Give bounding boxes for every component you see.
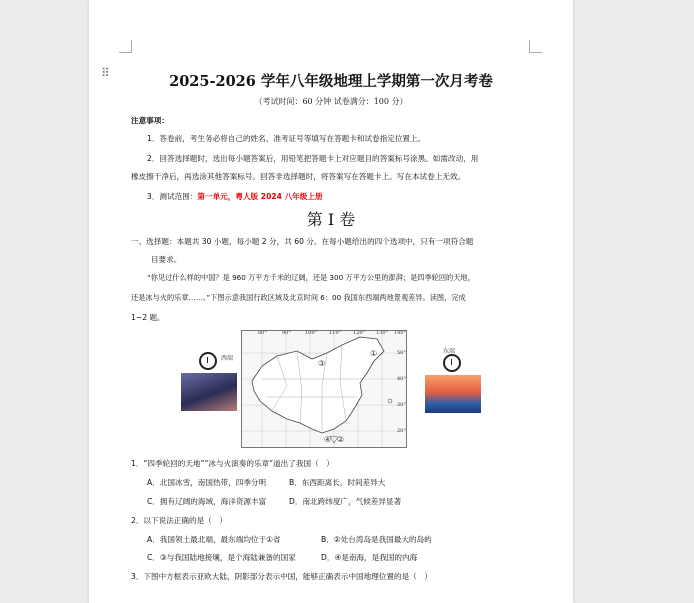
notes-heading: 注意事项： (131, 116, 169, 125)
document-page (89, 0, 573, 603)
q1-option-c[interactable]: C．拥有辽阔的海域，海洋资源丰富 (147, 497, 267, 506)
question-3-stem: 3．下图中方框表示亚欧大陆，阴影部分表示中国，能够正确表示中国地理位置的是（ ） (131, 572, 432, 581)
east-photo (425, 375, 481, 413)
notes-item-1: 1．答卷前，考生务必将自己的姓名、准考证号等填写在答题卡和试卷指定位置上。 (147, 134, 426, 143)
section-title: 第 I 卷 (306, 210, 356, 229)
lon-130: 130° (376, 330, 389, 336)
passage-line2: 还是冰与火的乐章……。”下图示意我国行政区域及北京时间 6：00 我国东西端两地景观差异。读图，完成 (131, 293, 466, 302)
lat-20: 20° (397, 428, 406, 434)
drag-handle-icon[interactable]: ⠿ (101, 66, 109, 80)
test-scope: 第一单元，粤人版 2024 八年级上册 (197, 192, 323, 201)
china-outline (252, 337, 384, 433)
lat-50: 50° (397, 350, 406, 356)
map-label-1: ① (370, 349, 378, 358)
q2-option-d[interactable]: D．④是南海，是我国的内海 (321, 553, 418, 562)
east-label: 东端 (443, 348, 456, 355)
map-drawing (242, 331, 406, 447)
q2-option-b[interactable]: B．②处台湾岛是我国最大的岛屿 (321, 535, 432, 544)
china-map (241, 330, 407, 448)
q1-option-a[interactable]: A．北国冰雪，南国热带，四季分明 (147, 478, 267, 487)
clock-west-icon (199, 352, 217, 370)
page-corner-marker (529, 40, 542, 53)
passage-line3: 1~2 题。 (131, 313, 165, 322)
question-1-stem: 1．“四季轮回的天地”“冰与火演奏的乐章”道出了我国（ ） (131, 459, 334, 468)
question-2-stem: 2．以下说法正确的是（ ） (131, 516, 227, 525)
notes-item-3-prefix: 3．测试范围： (147, 192, 198, 201)
passage-line1: “你见过什么样的中国？是 960 万平方千米的辽阔，还是 300 万平方公里的澎湃；是四季轮回的天地， (147, 273, 475, 282)
lon-90: 90° (282, 330, 291, 336)
lon-80: 80° (258, 330, 267, 336)
section1-line2: 目要求。 (151, 255, 182, 264)
map-label-3: ③ (318, 359, 326, 368)
notes-item-2a: 2．回答选择题时，选出每小题答案后，用铅笔把答题卡上对应题目的答案标号涂黑。如需改动，用 (147, 154, 479, 163)
exam-title: 2025-2026 学年八年级地理上学期第一次月考卷 (169, 73, 493, 90)
west-photo (181, 373, 237, 411)
q1-option-b[interactable]: B．东西距离长，时间差异大 (289, 478, 386, 487)
q2-option-a[interactable]: A．我国领土最北端、最东端均位于①省 (147, 535, 281, 544)
section1-line1: 一、选择题：本题共 30 小题，每小题 2 分，共 60 分。在每小题给出的四个选项中，只有一项符合题 (131, 237, 474, 246)
page-corner-marker (119, 40, 132, 53)
map-label-4: ④ (324, 435, 332, 444)
lat-40: 40° (397, 376, 406, 382)
q1-option-d[interactable]: D．南北跨纬度广，气候差异显著 (289, 497, 402, 506)
notes-item-2b: 橡皮擦干净后，再选涂其他答案标号。回答非选择题时，将答案写在答题卡上。写在本试卷上无效。 (131, 172, 466, 181)
lon-120: 120° (353, 330, 366, 336)
map-label-2: ② (337, 435, 345, 444)
lon-110: 110° (329, 330, 342, 336)
clock-east-icon (443, 354, 461, 372)
lon-140: 140° (394, 330, 407, 336)
lat-30: 30° (397, 402, 406, 408)
lon-100: 100° (305, 330, 318, 336)
notes-item-3 (147, 191, 323, 202)
exam-subtitle: （考试时间：60 分钟 试卷满分：100 分） (254, 97, 408, 106)
q2-option-c[interactable]: C．③与我国陆地接壤，是个海陆兼备的国家 (147, 553, 296, 562)
west-label: 西端 (221, 355, 234, 362)
